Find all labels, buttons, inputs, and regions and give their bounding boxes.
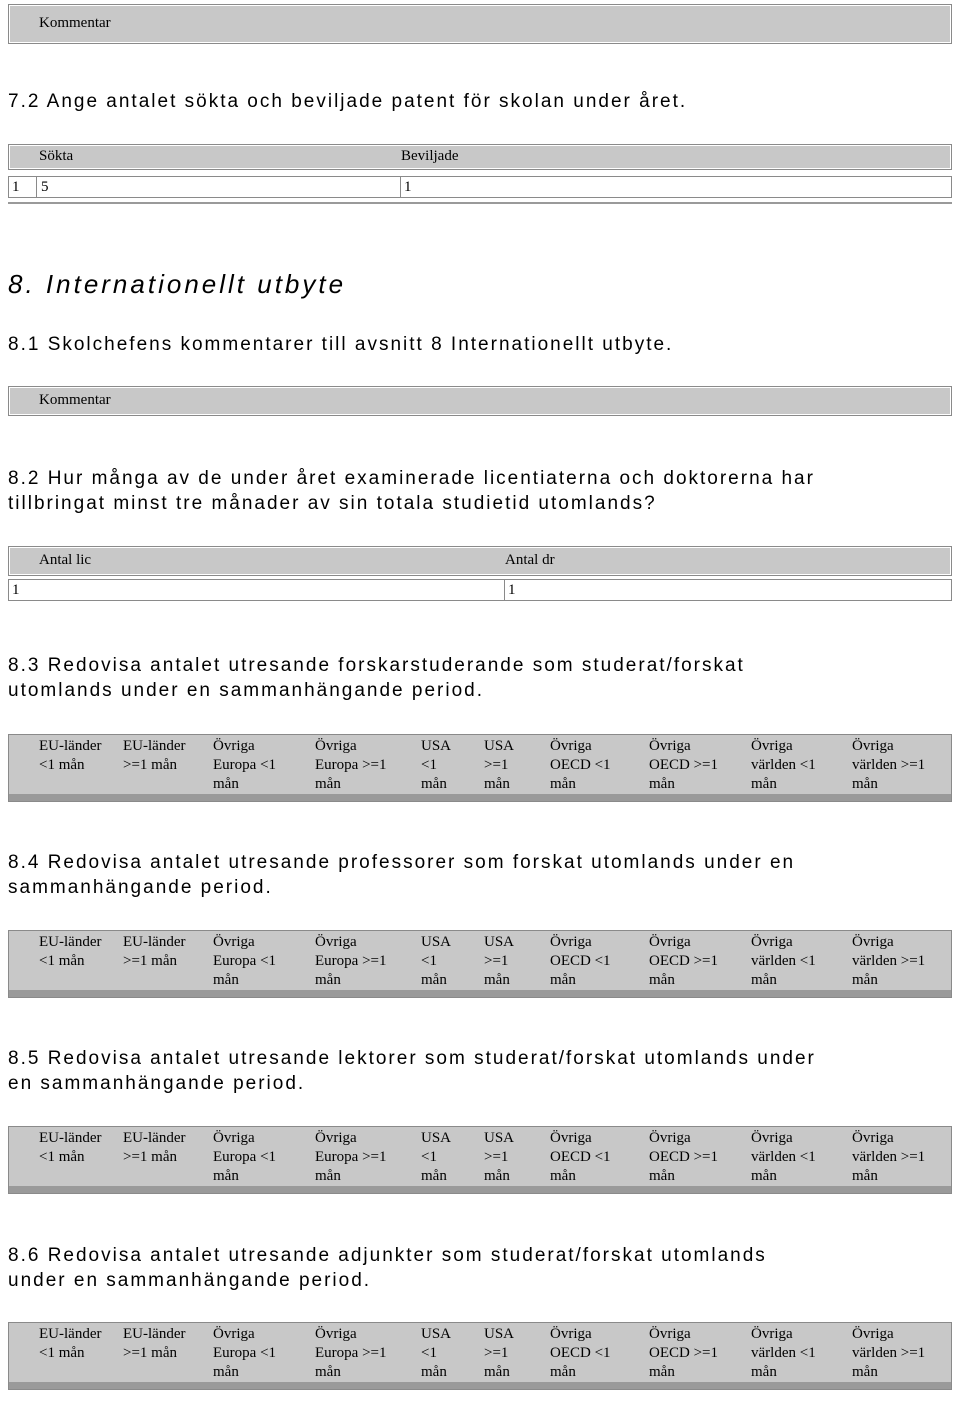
q84-heading-line1: 8.4 Redovisa antalet utresande professorer som forskat utomlands under en	[8, 852, 796, 873]
q83-table	[8, 734, 952, 802]
section8-title: 8. Internationellt utbyte	[8, 269, 347, 299]
q85-table	[8, 1126, 952, 1194]
q84-col-6: USA >=1 mån	[484, 934, 515, 988]
q84-heading-line2: sammanhängande period.	[8, 877, 273, 898]
q83-col-7: Övriga OECD <1 mån	[550, 738, 611, 792]
q85-col-9: Övriga världen <1 mån	[751, 1130, 816, 1184]
q86-col-3: Övriga Europa <1 mån	[213, 1326, 277, 1380]
q72-beviljade-value[interactable]: 1	[404, 179, 412, 195]
q83-col-4: Övriga Europa >=1 mån	[315, 738, 387, 792]
q72-col-sokta: Sökta	[39, 148, 74, 164]
q86-heading-line2: under en sammanhängande period.	[8, 1270, 372, 1291]
q86-col-2: EU-länder >=1 mån	[123, 1326, 186, 1361]
q84-col-4: Övriga Europa >=1 mån	[315, 934, 387, 988]
q82-heading-line2: tillbringat minst tre månader av sin totala studietid utomlands?	[8, 493, 657, 514]
q85-col-10: Övriga världen >=1 mån	[852, 1130, 926, 1184]
q84-table	[8, 930, 952, 998]
q85-col-1: EU-länder <1 mån	[39, 1130, 102, 1165]
q86-col-1: EU-länder <1 mån	[39, 1326, 102, 1361]
q83-heading-line1: 8.3 Redovisa antalet utresande forskarstuderande som studerat/forskat	[8, 655, 745, 676]
q84-col-2: EU-länder >=1 mån	[123, 934, 186, 969]
q84-col-9: Övriga världen <1 mån	[751, 934, 816, 988]
q83-col-6: USA >=1 mån	[484, 738, 515, 792]
q84-col-7: Övriga OECD <1 mån	[550, 934, 611, 988]
q81-comment-bar	[8, 386, 952, 416]
q85-col-2: EU-länder >=1 mån	[123, 1130, 186, 1165]
q83-col-9: Övriga världen <1 mån	[751, 738, 816, 792]
top-comment-label: Kommentar	[39, 15, 111, 31]
q86-table	[8, 1322, 952, 1390]
q84-col-5: USA <1 mån	[421, 934, 452, 988]
top-comment-bar	[8, 4, 952, 44]
q83-col-1: EU-länder <1 mån	[39, 738, 102, 773]
q82-col-lic: Antal lic	[39, 552, 92, 568]
q72-sokta-value[interactable]: 5	[37, 177, 401, 197]
q82-lic-value[interactable]: 1	[9, 580, 505, 600]
q82-dr-value[interactable]: 1	[508, 582, 516, 598]
q86-col-8: Övriga OECD >=1 mån	[649, 1326, 719, 1380]
q85-col-3: Övriga Europa <1 mån	[213, 1130, 277, 1184]
q86-col-7: Övriga OECD <1 mån	[550, 1326, 611, 1380]
q83-col-2: EU-länder >=1 mån	[123, 738, 186, 773]
q72-heading: 7.2 Ange antalet sökta och beviljade patent för skolan under året.	[8, 91, 688, 112]
q82-value-row	[8, 579, 952, 601]
q83-heading-line2: utomlands under en sammanhängande period.	[8, 680, 484, 701]
q84-col-3: Övriga Europa <1 mån	[213, 934, 277, 988]
q86-col-4: Övriga Europa >=1 mån	[315, 1326, 387, 1380]
q83-col-10: Övriga världen >=1 mån	[852, 738, 926, 792]
q86-col-10: Övriga världen >=1 mån	[852, 1326, 926, 1380]
q82-header	[8, 546, 952, 576]
q86-col-9: Övriga världen <1 mån	[751, 1326, 816, 1380]
q83-col-3: Övriga Europa <1 mån	[213, 738, 277, 792]
q72-row-number: 1	[9, 177, 37, 197]
q81-comment-label: Kommentar	[39, 392, 111, 408]
q84-col-10: Övriga världen >=1 mån	[852, 934, 926, 988]
q83-col-5: USA <1 mån	[421, 738, 452, 792]
q86-col-5: USA <1 mån	[421, 1326, 452, 1380]
q72-value-row	[8, 176, 952, 198]
q86-heading-line1: 8.6 Redovisa antalet utresande adjunkter som studerat/forskat utomlands	[8, 1245, 767, 1266]
q85-col-5: USA <1 mån	[421, 1130, 452, 1184]
q85-col-4: Övriga Europa >=1 mån	[315, 1130, 387, 1184]
q83-col-8: Övriga OECD >=1 mån	[649, 738, 719, 792]
q81-heading: 8.1 Skolchefens kommentarer till avsnitt 8 Internationellt utbyte.	[8, 334, 674, 355]
q85-heading-line2: en sammanhängande period.	[8, 1073, 306, 1094]
q86-col-6: USA >=1 mån	[484, 1326, 515, 1380]
q82-col-dr: Antal dr	[505, 552, 555, 568]
q85-heading-line1: 8.5 Redovisa antalet utresande lektorer som studerat/forskat utomlands under	[8, 1048, 816, 1069]
q84-col-8: Övriga OECD >=1 mån	[649, 934, 719, 988]
q84-col-1: EU-länder <1 mån	[39, 934, 102, 969]
q85-col-7: Övriga OECD <1 mån	[550, 1130, 611, 1184]
q82-heading-line1: 8.2 Hur många av de under året examinerade licentiaterna och doktorerna har	[8, 468, 815, 489]
q85-col-6: USA >=1 mån	[484, 1130, 515, 1184]
q72-col-beviljade: Beviljade	[401, 148, 459, 164]
q85-col-8: Övriga OECD >=1 mån	[649, 1130, 719, 1184]
q72-header	[8, 144, 952, 170]
